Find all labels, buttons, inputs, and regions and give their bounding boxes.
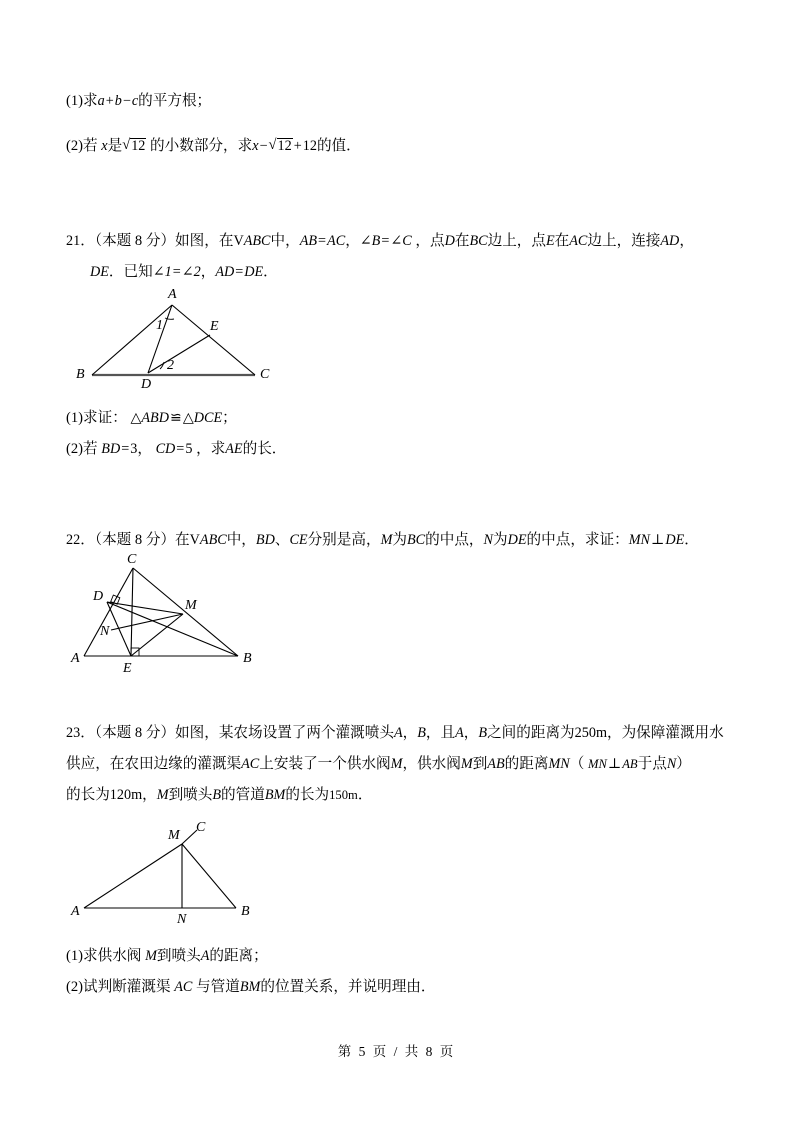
segment-mn — [111, 614, 183, 630]
segment-mc-extension — [182, 830, 197, 844]
q23-distance-250: 250m — [574, 725, 607, 741]
sqrt-12-second — [269, 131, 293, 162]
q22-t5: 的中点， — [425, 532, 484, 548]
question-21-sub1 — [66, 403, 237, 434]
var-c: c — [131, 93, 139, 109]
q23-sub1-mid: 到喷头 — [156, 948, 201, 964]
q23-ac: AC — [241, 756, 260, 772]
radicand-12: 12 — [131, 138, 146, 154]
q21-sub2-mid: ，求 — [196, 441, 226, 457]
q21-sub2-eq2: = — [176, 441, 185, 457]
q21-ac-2: AC — [569, 233, 588, 249]
q23-l3-point-b: B — [212, 787, 222, 803]
page-footer: 第 5 页 / 共 8 页 — [337, 1044, 456, 1059]
q21-t7: 在 — [554, 233, 570, 249]
segment-de — [148, 335, 210, 373]
q23-l2-t5: 的距离 — [504, 756, 549, 772]
q23-sub2-bm: BM — [239, 979, 261, 995]
q21-l2-eq1: = — [172, 264, 181, 280]
q21-t3: ， — [345, 233, 360, 249]
question-23-sub2 — [66, 972, 435, 1003]
q23-distance-150: 150m — [329, 788, 358, 802]
q21-t9: ， — [679, 233, 694, 249]
label-d: D — [141, 377, 152, 390]
sqrt-12-first — [122, 131, 146, 162]
carryover-sub1-prefix: (1)求 — [66, 93, 98, 109]
q21-triangle-glyph: V — [233, 233, 244, 249]
q23-sub2-prefix: (2)试判断灌溉渠 — [66, 979, 171, 995]
segment-bd-altitude — [107, 602, 238, 656]
q23-sub2-mid: 与管道 — [196, 979, 240, 995]
q21-ad: AD — [660, 233, 680, 249]
question-23-line-2 — [66, 749, 691, 780]
q23-l3-t4: 的管道 — [221, 787, 265, 803]
segment-am — [84, 844, 182, 908]
q23-perpendicular-symbol: ⊥ — [607, 756, 622, 772]
var-a: a — [97, 93, 105, 109]
q23-bm: BM — [264, 787, 286, 803]
label-c: C — [196, 822, 206, 835]
q21-eq2: = — [381, 233, 390, 249]
q21-sub1-suffix: ； — [222, 410, 237, 426]
q21-sub2-prefix: (2)若 — [66, 441, 98, 457]
q21-t8: 边上，连接 — [587, 233, 661, 249]
q23-sub2-ac: AC — [174, 979, 193, 995]
q21-t4: ，点 — [415, 233, 445, 249]
q22-t3: 分别是高， — [307, 532, 381, 548]
carryover-sub2 — [66, 131, 361, 162]
q21-de: DE — [90, 264, 109, 280]
question-22-marks: ．（本题 8 分） — [80, 532, 176, 548]
segment-mb — [182, 844, 236, 908]
q23-l2-t3: ，供水阀 — [402, 756, 461, 772]
carryover-sub2-mid1: 是 — [107, 138, 123, 154]
q23-ab-2: AB — [622, 757, 638, 771]
q21-sub1-prefix: (1)求证： — [66, 410, 127, 426]
question-21-line-2 — [90, 257, 278, 288]
q21-t6: 边上，点 — [487, 233, 546, 249]
segment-md — [107, 602, 183, 614]
q23-c2: ，且 — [425, 725, 456, 741]
q21-sub1-tri-1: △ — [130, 410, 142, 426]
q22-t6: 为 — [493, 532, 508, 548]
q21-l2-t1: ．已知 — [108, 264, 153, 280]
q23-sub1-a: A — [200, 948, 210, 964]
q23-mn-2: MN — [587, 757, 607, 771]
q23-point-n: N — [666, 756, 677, 772]
q21-l2-t2: ， — [200, 264, 216, 280]
var-b: b — [114, 93, 122, 109]
q21-congruent-symbol: ≌ — [169, 410, 182, 426]
op-plus: + — [105, 93, 114, 109]
q22-de-2: DE — [665, 532, 685, 548]
op-minus-2: − — [259, 138, 268, 154]
label-b: B — [243, 651, 252, 666]
label-e: E — [210, 319, 219, 334]
q21-angle-c: ∠C — [390, 233, 412, 249]
q23-point-b: B — [417, 725, 426, 741]
q23-t1: 如图，某农场设置了两个灌溉喷头 — [175, 725, 394, 741]
q21-l2-t3: ． — [263, 264, 278, 280]
label-e: E — [123, 661, 132, 674]
label-d: D — [93, 589, 104, 604]
q22-abc: ABC — [199, 532, 227, 548]
label-c: C — [127, 552, 137, 567]
angle-label-2: 2 — [167, 358, 174, 373]
label-n: N — [100, 624, 110, 639]
question-23-diagram — [70, 822, 270, 927]
question-21-line-1 — [66, 226, 694, 257]
q22-dun: 、 — [274, 532, 290, 548]
q21-sub2-cd: CD — [155, 441, 176, 457]
num-12: 12 — [302, 138, 317, 154]
q23-l2-t7: 于点 — [637, 756, 667, 772]
q22-perpendicular-symbol: ⊥ — [650, 532, 665, 548]
q21-point-e: E — [545, 233, 555, 249]
q21-abc: ABC — [243, 233, 271, 249]
q22-triangle-glyph: V — [189, 532, 200, 548]
question-23-sub1 — [66, 941, 268, 972]
q23-l2-t2: 上安装了一个供水阀 — [259, 756, 391, 772]
q23-mn: MN — [548, 756, 570, 772]
q23-l2-t6: （ — [569, 756, 585, 772]
q23-l3-t2: ， — [142, 787, 157, 803]
q22-bd: BD — [255, 532, 275, 548]
q21-l2-eq2: = — [235, 264, 244, 280]
q22-de: DE — [507, 532, 527, 548]
q23-l2-t4: 到 — [472, 756, 488, 772]
q23-point-m: M — [390, 756, 403, 772]
label-b: B — [241, 904, 250, 919]
q21-ac: AC — [327, 233, 346, 249]
q23-t2: 之间的距离为 — [487, 725, 575, 741]
q21-sub1-abd: ABD — [141, 410, 169, 426]
q21-sub2-value-1: 3 — [130, 441, 138, 457]
q21-sub2-bd: BD — [101, 441, 121, 457]
segment-ac — [172, 305, 255, 375]
angle-mark-1 — [165, 318, 174, 319]
q23-c1: ， — [402, 725, 418, 741]
q22-t4: 为 — [392, 532, 407, 548]
q21-eq1: = — [318, 233, 327, 249]
q22-point-m: M — [380, 532, 393, 548]
q22-t2: 中， — [226, 532, 256, 548]
q21-t5: 在 — [454, 233, 470, 249]
q23-distance-120: 120m — [109, 787, 143, 803]
q22-ce: CE — [289, 532, 308, 548]
op-plus-2: + — [293, 138, 302, 154]
q21-angle-b: ∠B — [359, 233, 381, 249]
question-23-line-3 — [66, 780, 372, 811]
angle-label-1: 1 — [156, 318, 163, 333]
question-23-line-1 — [66, 718, 724, 749]
label-a: A — [71, 904, 80, 919]
q23-ab: AB — [487, 756, 505, 772]
question-21-number: 21 — [66, 233, 81, 249]
q23-sub2-suffix: 的位置关系，并说明理由． — [260, 979, 436, 995]
q21-l2-de: DE — [244, 264, 264, 280]
carryover-sub1-suffix: 的平方根； — [138, 93, 212, 109]
q22-t7: 的中点，求证： — [526, 532, 629, 548]
q23-sub1-suffix: 的距离； — [209, 948, 268, 964]
question-22-diagram — [70, 552, 270, 674]
q21-angle-2: ∠2 — [181, 264, 201, 280]
question-21-marks: ．（本题 8 分） — [80, 233, 176, 249]
q23-l3-t3: 到喷头 — [168, 787, 213, 803]
q21-sub2-ae: AE — [225, 441, 243, 457]
carryover-sub2-prefix: (2)若 — [66, 138, 98, 154]
q23-point-m-2: M — [460, 756, 473, 772]
op-minus: − — [122, 93, 131, 109]
q21-sub2-comma: ， — [137, 441, 152, 457]
label-m: M — [168, 828, 180, 843]
q21-point-d: D — [444, 233, 455, 249]
q21-sub2-suffix: 的长． — [242, 441, 287, 457]
question-22-number: 22 — [66, 532, 81, 548]
var-x: x — [101, 138, 108, 154]
q23-point-a-2: A — [455, 725, 464, 741]
q23-l3-point-m: M — [156, 787, 169, 803]
q21-angle-1: ∠1 — [152, 264, 172, 280]
carryover-sub2-suffix: 的值． — [316, 138, 361, 154]
q23-l2-t8: ） — [676, 756, 691, 772]
q23-point-a: A — [393, 725, 403, 741]
q21-l2-ad: AD — [215, 264, 235, 280]
question-23-number: 23 — [66, 725, 81, 741]
q21-t2: 中， — [270, 233, 300, 249]
q21-sub1-dce: DCE — [193, 410, 223, 426]
question-21-diagram — [70, 285, 310, 390]
carryover-sub2-mid2: 的小数部分，求 — [150, 138, 253, 154]
q21-sub2-eq1: = — [121, 441, 130, 457]
label-c: C — [260, 367, 270, 382]
question-23-marks: ．（本题 8 分） — [80, 725, 176, 741]
q23-t3: ，为保障灌溉用水 — [606, 725, 724, 741]
q22-mn: MN — [628, 532, 650, 548]
q23-l3-t5: 的长为 — [285, 787, 330, 803]
q22-t1: 在 — [175, 532, 190, 548]
q23-sub1-prefix: (1)求供水阀 — [66, 948, 142, 964]
q21-sub2-value-2: 5 — [185, 441, 193, 457]
q21-t1: 如图，在 — [175, 233, 234, 249]
q23-l3-t6: ． — [357, 787, 373, 803]
label-a: A — [71, 651, 80, 666]
q21-bc: BC — [469, 233, 488, 249]
q22-bc: BC — [407, 532, 426, 548]
q22-t8: ． — [684, 532, 699, 548]
q23-point-b-2: B — [478, 725, 488, 741]
q23-c3: ， — [463, 725, 479, 741]
radicand-12-2: 12 — [277, 138, 292, 154]
label-m: M — [185, 598, 197, 613]
q22-point-n: N — [483, 532, 493, 548]
carryover-sub1 — [66, 86, 211, 117]
label-b: B — [76, 367, 85, 382]
q23-sub1-m: M — [145, 948, 157, 964]
q21-ab: AB — [299, 233, 318, 249]
q21-sub1-tri-2: △ — [182, 410, 194, 426]
label-a: A — [168, 287, 177, 302]
q23-l2-t1: 供应，在农田边缘的灌溉渠 — [66, 756, 242, 772]
q23-l3-t1: 的长为 — [66, 787, 110, 803]
question-21-sub2 — [66, 434, 286, 465]
var-x-2: x — [252, 138, 259, 154]
label-n: N — [177, 912, 187, 927]
